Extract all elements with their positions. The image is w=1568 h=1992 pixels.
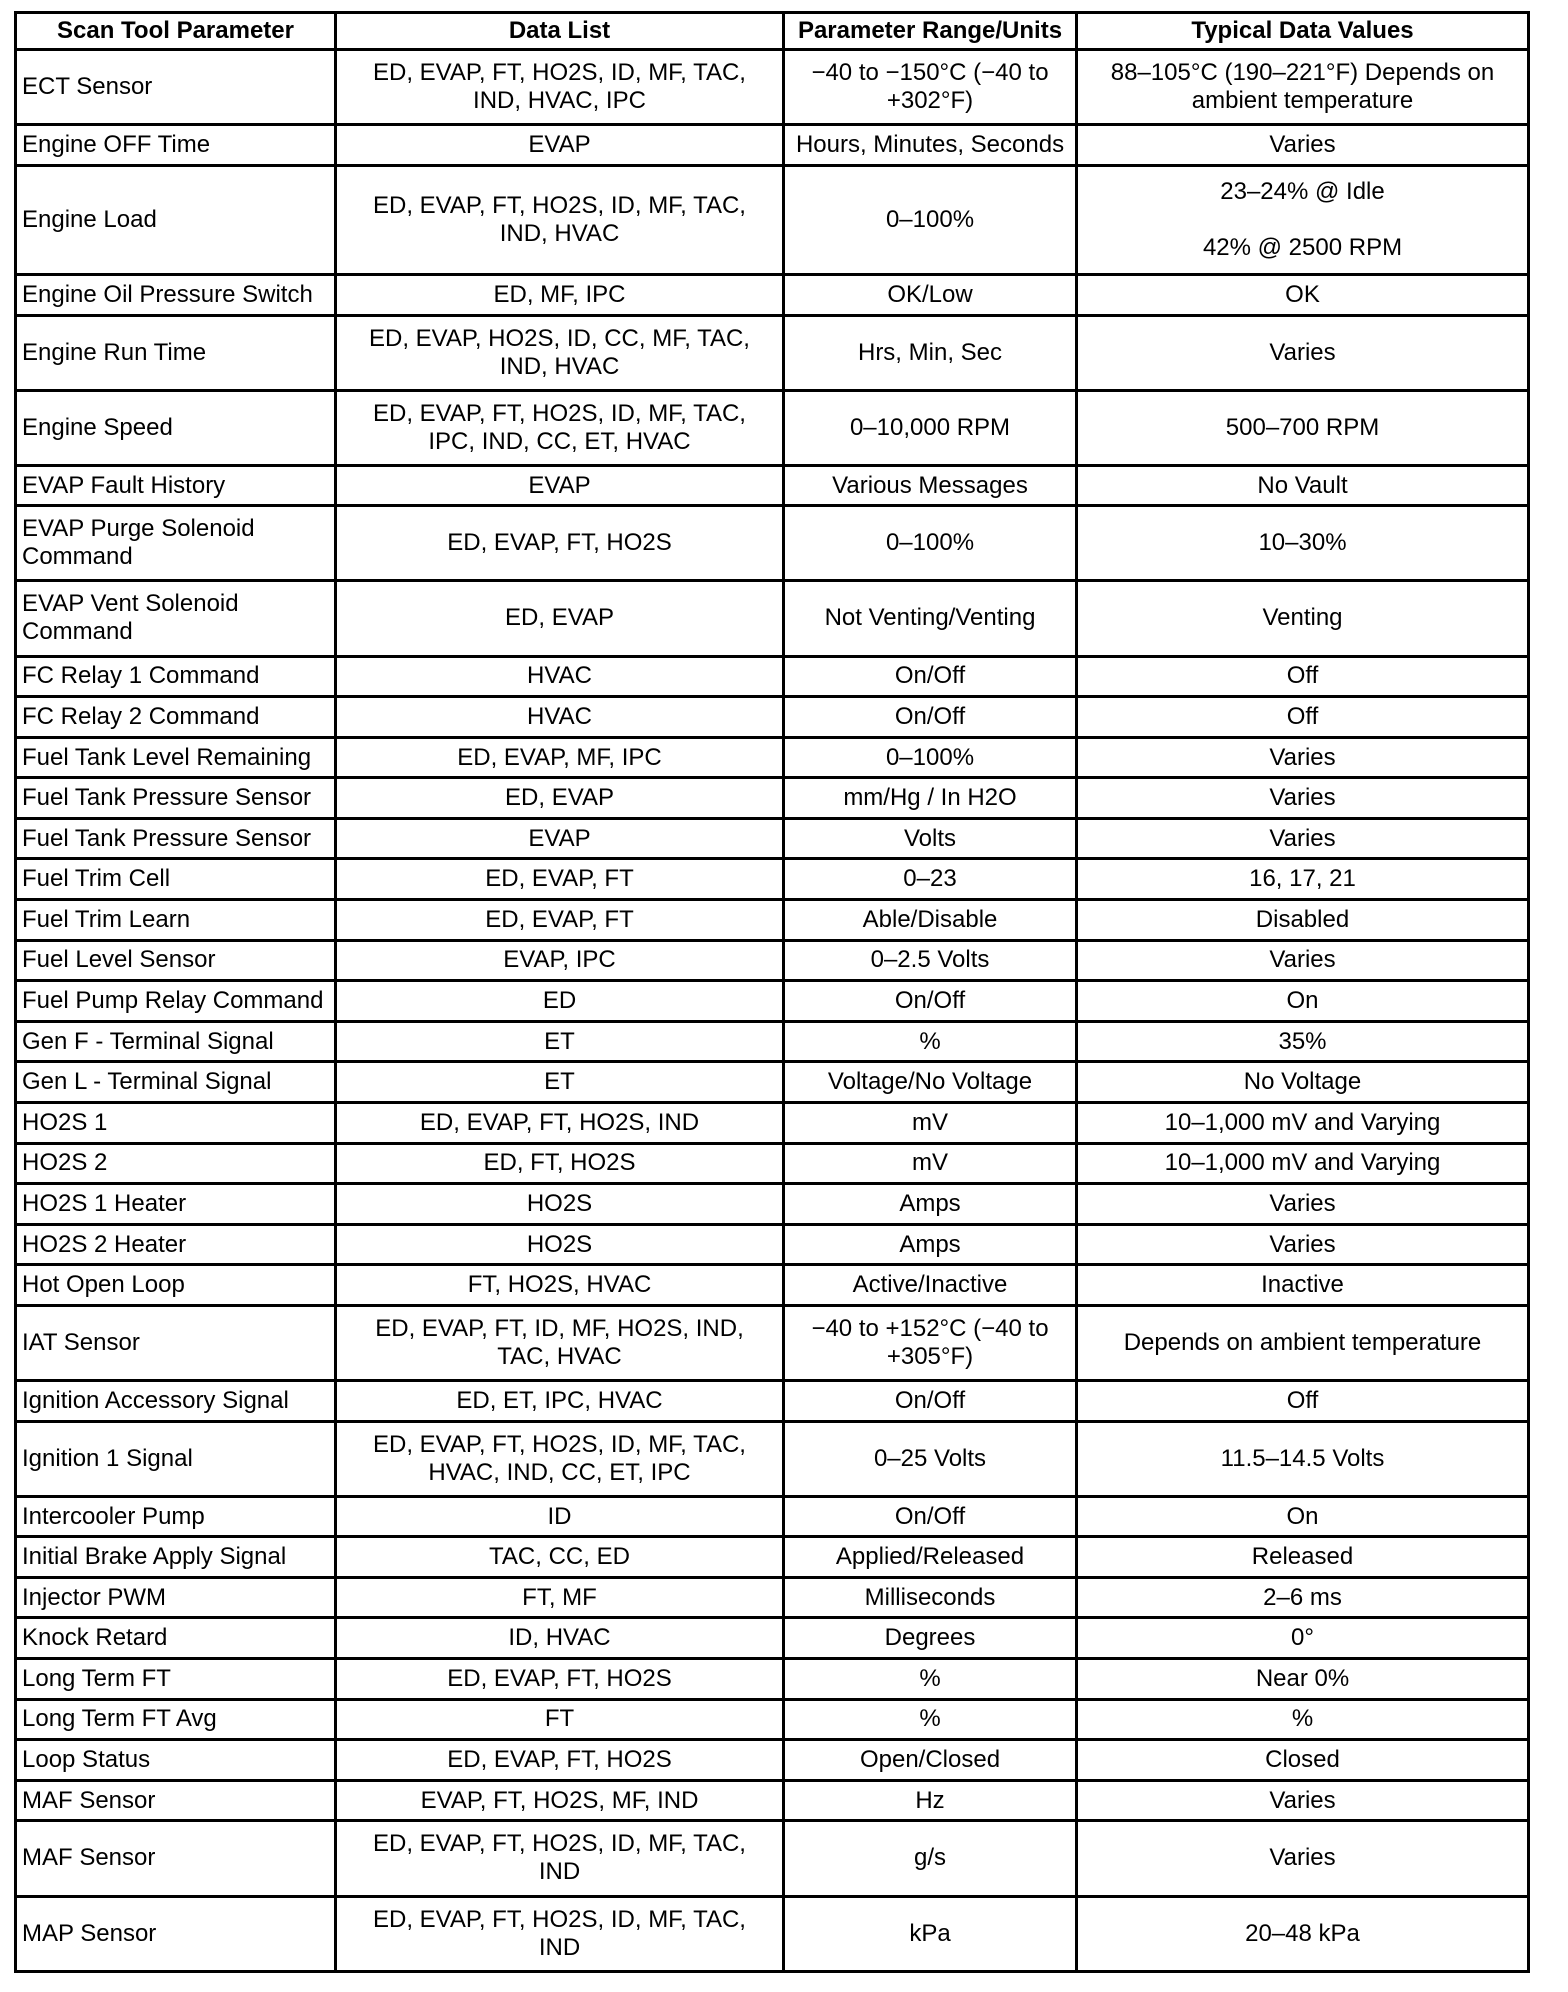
data-list-cell: ED, EVAP, FT, HO2S (336, 506, 784, 581)
typical-value-cell: 16, 17, 21 (1077, 859, 1529, 900)
parameter-cell: Intercooler Pump (16, 1496, 336, 1537)
typical-value-cell: On (1077, 1496, 1529, 1537)
table-row (16, 1021, 1529, 1062)
parameter-cell: Engine Load (16, 165, 336, 275)
typical-value-cell: Varies (1077, 315, 1529, 390)
data-list-cell: EVAP, IPC (336, 940, 784, 981)
parameter-cell: Hot Open Loop (16, 1265, 336, 1306)
data-list-cell: ED, EVAP (336, 778, 784, 819)
data-list-cell: HO2S (336, 1224, 784, 1265)
data-list-cell: ET (336, 1062, 784, 1103)
range-units-cell: Amps (784, 1224, 1077, 1265)
typical-value-cell: Off (1077, 656, 1529, 697)
data-list-cell: ED, EVAP, FT, HO2S, ID, MF, TAC, HVAC, IND, CC, ET, IPC (336, 1421, 784, 1496)
parameter-cell: Fuel Trim Learn (16, 900, 336, 941)
range-units-cell: 0–100% (784, 165, 1077, 275)
header-data-list: Data List (336, 13, 784, 50)
data-list-cell: ED, EVAP, FT, HO2S, ID, MF, TAC, IND (336, 1821, 784, 1896)
parameter-cell: Gen F - Terminal Signal (16, 1021, 336, 1062)
table-header-row (16, 13, 1529, 50)
range-units-cell: Not Venting/Venting (784, 581, 1077, 656)
typical-value-cell: Near 0% (1077, 1659, 1529, 1700)
data-list-cell: TAC, CC, ED (336, 1537, 784, 1578)
table-row (16, 1577, 1529, 1618)
table-row (16, 1496, 1529, 1537)
table-row (16, 125, 1529, 166)
typical-value-cell: Off (1077, 1381, 1529, 1422)
typical-value-cell: On (1077, 981, 1529, 1022)
parameter-cell: EVAP Fault History (16, 465, 336, 506)
data-list-cell: HO2S (336, 1184, 784, 1225)
data-list-cell: ED, EVAP, FT, HO2S, ID, MF, TAC, IND (336, 1896, 784, 1972)
range-units-cell: On/Off (784, 697, 1077, 738)
typical-value-cell: Varies (1077, 125, 1529, 166)
table-row (16, 778, 1529, 819)
data-list-cell: ED, EVAP, FT, HO2S (336, 1659, 784, 1700)
typical-value-cell (1077, 165, 1529, 275)
parameter-cell: Fuel Pump Relay Command (16, 981, 336, 1022)
range-units-cell: mm/Hg / In H2O (784, 778, 1077, 819)
typical-value-cell: Varies (1077, 1184, 1529, 1225)
range-units-cell: Hz (784, 1780, 1077, 1821)
parameter-cell: Engine Speed (16, 390, 336, 465)
parameter-cell: MAF Sensor (16, 1821, 336, 1896)
table-row (16, 737, 1529, 778)
typical-value-cell: Varies (1077, 1821, 1529, 1896)
table-row (16, 981, 1529, 1022)
typical-value-cell: Venting (1077, 581, 1529, 656)
range-units-cell: kPa (784, 1896, 1077, 1972)
table-row (16, 1224, 1529, 1265)
typical-value-cell: OK (1077, 275, 1529, 316)
parameter-cell: Long Term FT Avg (16, 1699, 336, 1740)
range-units-cell: 0–2.5 Volts (784, 940, 1077, 981)
parameter-cell: Engine OFF Time (16, 125, 336, 166)
range-units-cell: Milliseconds (784, 1577, 1077, 1618)
typical-value-cell: Varies (1077, 1780, 1529, 1821)
range-units-cell: Voltage/No Voltage (784, 1062, 1077, 1103)
typical-value-cell: 500–700 RPM (1077, 390, 1529, 465)
table-row (16, 1821, 1529, 1896)
data-list-cell: ED, EVAP, HO2S, ID, CC, MF, TAC, IND, HVAC (336, 315, 784, 390)
table-row (16, 656, 1529, 697)
table-body (16, 50, 1529, 1972)
line-spacer (1086, 206, 1519, 234)
parameter-cell: Knock Retard (16, 1618, 336, 1659)
parameter-cell: Long Term FT (16, 1659, 336, 1700)
parameter-cell: Initial Brake Apply Signal (16, 1537, 336, 1578)
typical-value-cell: 10–30% (1077, 506, 1529, 581)
range-units-cell: Hours, Minutes, Seconds (784, 125, 1077, 166)
header-typical-data-values: Typical Data Values (1077, 13, 1529, 50)
parameter-cell: HO2S 2 (16, 1143, 336, 1184)
range-units-cell: On/Off (784, 1496, 1077, 1537)
range-units-cell: 0–100% (784, 737, 1077, 778)
table-row (16, 581, 1529, 656)
typical-value-cell: 35% (1077, 1021, 1529, 1062)
typical-value-cell: Closed (1077, 1740, 1529, 1781)
parameter-cell: Fuel Trim Cell (16, 859, 336, 900)
data-list-cell: EVAP (336, 465, 784, 506)
range-units-cell: % (784, 1699, 1077, 1740)
data-list-cell: HVAC (336, 697, 784, 738)
table-row (16, 1381, 1529, 1422)
typical-value-cell: Depends on ambient temperature (1077, 1306, 1529, 1381)
table-row (16, 1103, 1529, 1144)
data-list-cell: ED, EVAP, MF, IPC (336, 737, 784, 778)
parameter-cell: Ignition 1 Signal (16, 1421, 336, 1496)
range-units-cell: % (784, 1659, 1077, 1700)
data-list-cell: ED, EVAP, FT, ID, MF, HO2S, IND, TAC, HVAC (336, 1306, 784, 1381)
typical-value-cell: 10–1,000 mV and Varying (1077, 1103, 1529, 1144)
range-units-cell: −40 to +152°C (−40 to +305°F) (784, 1306, 1077, 1381)
parameter-cell: Ignition Accessory Signal (16, 1381, 336, 1422)
range-units-cell: mV (784, 1103, 1077, 1144)
typical-value-cell: Varies (1077, 818, 1529, 859)
typical-value-cell: 0° (1077, 1618, 1529, 1659)
typical-value-cell: No Vault (1077, 465, 1529, 506)
parameter-cell: Gen L - Terminal Signal (16, 1062, 336, 1103)
typical-value-cell: Inactive (1077, 1265, 1529, 1306)
typical-value-line: 42% @ 2500 RPM (1202, 233, 1403, 261)
range-units-cell: Able/Disable (784, 900, 1077, 941)
table-row (16, 315, 1529, 390)
range-units-cell: Open/Closed (784, 1740, 1077, 1781)
range-units-cell: On/Off (784, 981, 1077, 1022)
data-list-cell: EVAP, FT, HO2S, MF, IND (336, 1780, 784, 1821)
table-row (16, 1306, 1529, 1381)
data-list-cell: ED, MF, IPC (336, 275, 784, 316)
table-row (16, 1618, 1529, 1659)
typical-value-cell: 88–105°C (190–221°F) Depends on ambient temperature (1077, 50, 1529, 125)
parameter-cell: Fuel Level Sensor (16, 940, 336, 981)
range-units-cell: Degrees (784, 1618, 1077, 1659)
table-row (16, 818, 1529, 859)
parameter-cell: Loop Status (16, 1740, 336, 1781)
data-list-cell: ED, EVAP, FT (336, 859, 784, 900)
range-units-cell: 0–23 (784, 859, 1077, 900)
typical-value-cell: 10–1,000 mV and Varying (1077, 1143, 1529, 1184)
data-list-cell: EVAP (336, 818, 784, 859)
typical-value-cell: Disabled (1077, 900, 1529, 941)
data-list-cell: EVAP (336, 125, 784, 166)
typical-value-cell: Off (1077, 697, 1529, 738)
data-list-cell: ED, EVAP, FT, HO2S, IND (336, 1103, 784, 1144)
typical-value-cell: 11.5–14.5 Volts (1077, 1421, 1529, 1496)
parameter-cell: Injector PWM (16, 1577, 336, 1618)
parameter-cell: EVAP Purge Solenoid Command (16, 506, 336, 581)
table-row (16, 1699, 1529, 1740)
table-row (16, 1896, 1529, 1972)
range-units-cell: −40 to −150°C (−40 to +302°F) (784, 50, 1077, 125)
typical-value-cell: 20–48 kPa (1077, 1896, 1529, 1972)
table-row (16, 465, 1529, 506)
parameter-cell: Fuel Tank Pressure Sensor (16, 818, 336, 859)
table-row (16, 1062, 1529, 1103)
parameter-cell: Fuel Tank Pressure Sensor (16, 778, 336, 819)
parameter-cell: ECT Sensor (16, 50, 336, 125)
range-units-cell: Volts (784, 818, 1077, 859)
range-units-cell: Various Messages (784, 465, 1077, 506)
parameter-cell: HO2S 1 Heater (16, 1184, 336, 1225)
data-list-cell: ED, EVAP, FT, HO2S (336, 1740, 784, 1781)
parameter-cell: Fuel Tank Level Remaining (16, 737, 336, 778)
parameter-cell: Engine Oil Pressure Switch (16, 275, 336, 316)
data-list-cell: ED, EVAP, FT (336, 900, 784, 941)
data-list-cell: ED, EVAP, FT, HO2S, ID, MF, TAC, IND, HVAC (336, 165, 784, 275)
data-list-cell: FT, HO2S, HVAC (336, 1265, 784, 1306)
header-scan-tool-parameter: Scan Tool Parameter (16, 13, 336, 50)
table-row (16, 940, 1529, 981)
data-list-cell: ED, EVAP, FT, HO2S, ID, MF, TAC, IPC, IND, CC, ET, HVAC (336, 390, 784, 465)
table-row (16, 1780, 1529, 1821)
range-units-cell: 0–100% (784, 506, 1077, 581)
range-units-cell: 0–10,000 RPM (784, 390, 1077, 465)
typical-value-cell: No Voltage (1077, 1062, 1529, 1103)
range-units-cell: Hrs, Min, Sec (784, 315, 1077, 390)
data-list-cell: ET (336, 1021, 784, 1062)
range-units-cell: Applied/Released (784, 1537, 1077, 1578)
table-row (16, 1184, 1529, 1225)
parameter-cell: HO2S 1 (16, 1103, 336, 1144)
typical-value-cell: Varies (1077, 778, 1529, 819)
data-list-cell: ED, EVAP (336, 581, 784, 656)
table-row (16, 859, 1529, 900)
range-units-cell: On/Off (784, 1381, 1077, 1422)
data-list-cell: FT, MF (336, 1577, 784, 1618)
range-units-cell: % (784, 1021, 1077, 1062)
range-units-cell: Amps (784, 1184, 1077, 1225)
scan-tool-data-table (14, 11, 1530, 1973)
typical-value-cell: Varies (1077, 1224, 1529, 1265)
table-row (16, 1537, 1529, 1578)
range-units-cell: On/Off (784, 656, 1077, 697)
data-list-cell: ED, FT, HO2S (336, 1143, 784, 1184)
table-row (16, 390, 1529, 465)
typical-value-cell: % (1077, 1699, 1529, 1740)
data-list-cell: ID, HVAC (336, 1618, 784, 1659)
parameter-cell: Engine Run Time (16, 315, 336, 390)
table-row (16, 1740, 1529, 1781)
typical-value-cell: 2–6 ms (1077, 1577, 1529, 1618)
parameter-cell: FC Relay 2 Command (16, 697, 336, 738)
table-row (16, 1143, 1529, 1184)
data-list-cell: ED, EVAP, FT, HO2S, ID, MF, TAC, IND, HVAC, IPC (336, 50, 784, 125)
typical-value-cell: Varies (1077, 737, 1529, 778)
table-row (16, 275, 1529, 316)
range-units-cell: g/s (784, 1821, 1077, 1896)
table-row (16, 506, 1529, 581)
range-units-cell: 0–25 Volts (784, 1421, 1077, 1496)
table-row (16, 165, 1529, 275)
typical-value-line: 23–24% @ Idle (1220, 177, 1385, 205)
header-parameter-range-units: Parameter Range/Units (784, 13, 1077, 50)
range-units-cell: mV (784, 1143, 1077, 1184)
data-list-cell: ED (336, 981, 784, 1022)
table-row (16, 1659, 1529, 1700)
table-row (16, 50, 1529, 125)
table-row (16, 1421, 1529, 1496)
data-list-cell: FT (336, 1699, 784, 1740)
range-units-cell: OK/Low (784, 275, 1077, 316)
parameter-cell: MAF Sensor (16, 1780, 336, 1821)
parameter-cell: EVAP Vent Solenoid Command (16, 581, 336, 656)
parameter-cell: IAT Sensor (16, 1306, 336, 1381)
parameter-cell: MAP Sensor (16, 1896, 336, 1972)
table-row (16, 1265, 1529, 1306)
table-row (16, 697, 1529, 738)
typical-value-cell: Released (1077, 1537, 1529, 1578)
range-units-cell: Active/Inactive (784, 1265, 1077, 1306)
table-row (16, 900, 1529, 941)
data-list-cell: HVAC (336, 656, 784, 697)
parameter-cell: FC Relay 1 Command (16, 656, 336, 697)
parameter-cell: HO2S 2 Heater (16, 1224, 336, 1265)
typical-value-cell: Varies (1077, 940, 1529, 981)
data-list-cell: ID (336, 1496, 784, 1537)
data-list-cell: ED, ET, IPC, HVAC (336, 1381, 784, 1422)
